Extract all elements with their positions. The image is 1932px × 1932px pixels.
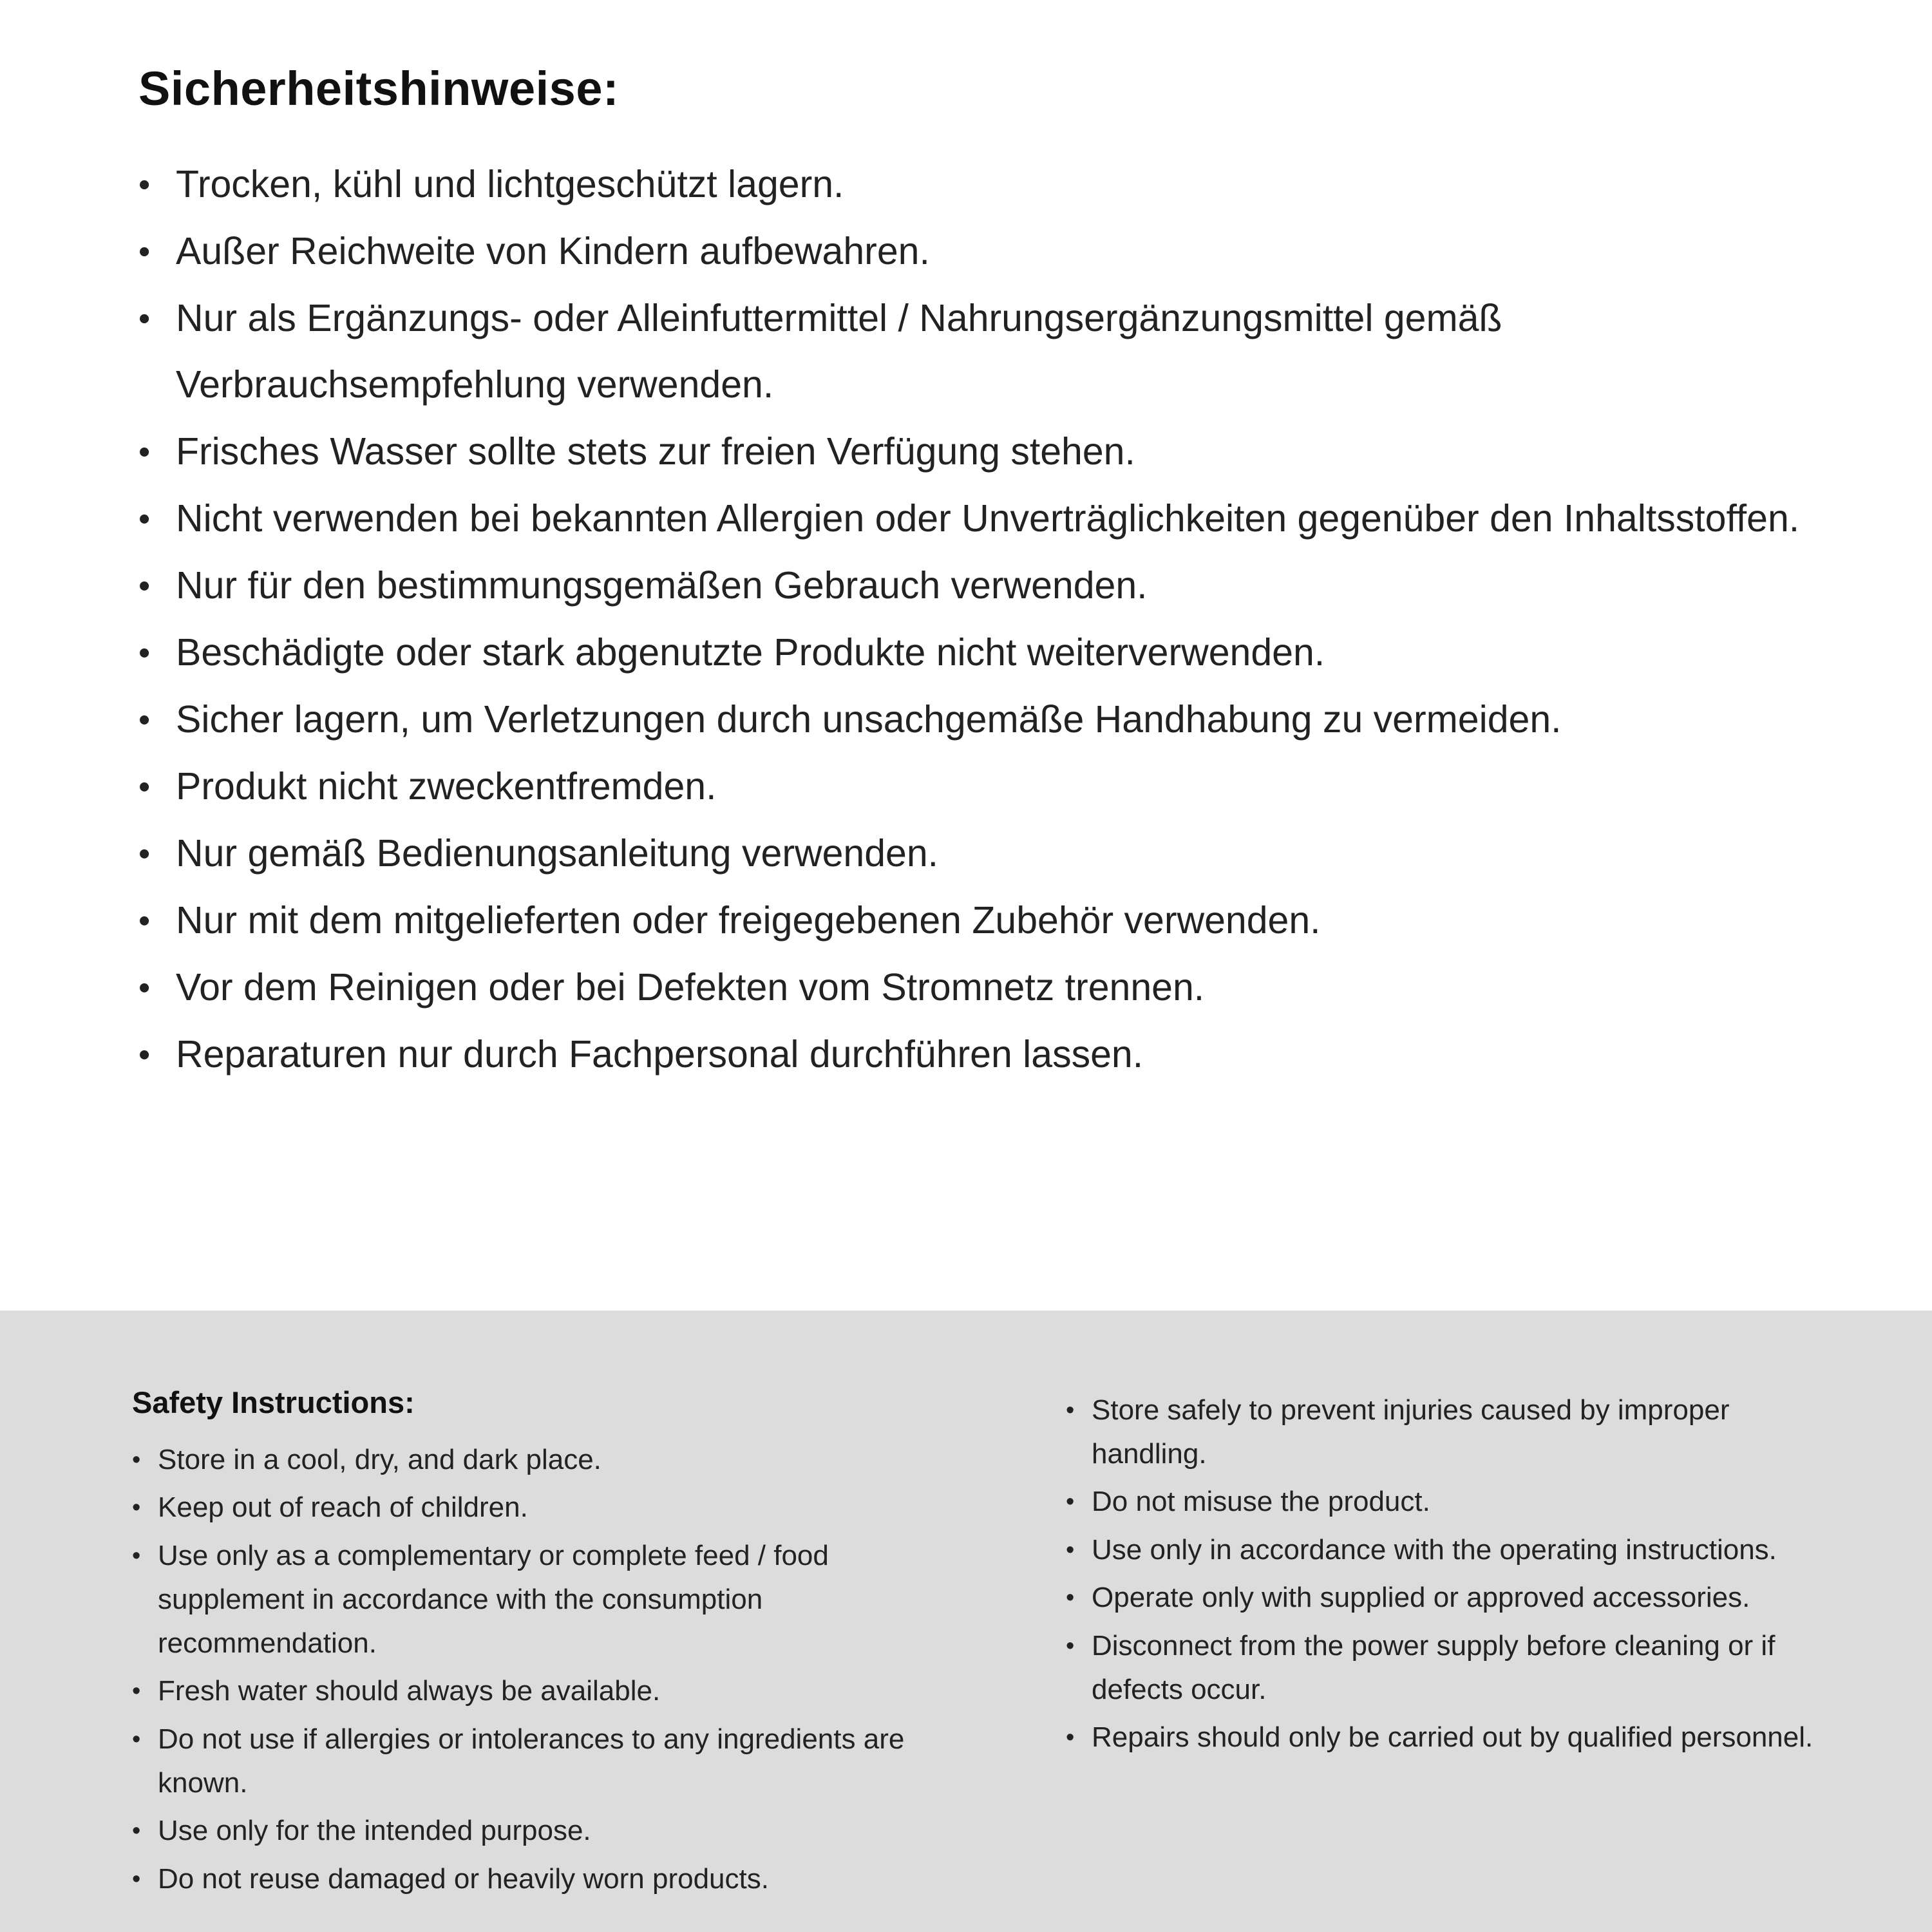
list-item — [1066, 1624, 1835, 1712]
bullet-icon: • — [138, 835, 151, 873]
english-left-column — [132, 1385, 1027, 1905]
list-item — [1066, 1388, 1835, 1476]
bullet-icon: • — [138, 567, 151, 605]
list-item-text: Nicht verwenden bei bekannten Allergien oder Unverträglichkeiten gegenüber den Inhaltsstoffen. — [176, 497, 1800, 540]
list-item — [138, 553, 1813, 620]
german-instructions-list — [138, 151, 1813, 1088]
list-item — [138, 486, 1813, 553]
list-item-text: Nur für den bestimmungsgemäßen Gebrauch verwenden. — [176, 564, 1148, 607]
list-item — [132, 1857, 1027, 1901]
list-item — [138, 151, 1813, 218]
list-item-text: Store safely to prevent injuries caused by improper handling. — [1092, 1394, 1730, 1470]
bullet-icon: • — [132, 1865, 141, 1893]
bullet-icon: • — [132, 1678, 141, 1705]
list-item — [138, 820, 1813, 887]
bullet-icon: • — [138, 233, 151, 270]
bullet-icon: • — [1066, 1536, 1075, 1564]
bullet-icon: • — [138, 902, 151, 940]
list-item — [1066, 1716, 1835, 1759]
list-item — [138, 753, 1813, 820]
list-item-text: Sicher lagern, um Verletzungen durch unsachgemäße Handhabung zu vermeiden. — [176, 697, 1562, 741]
list-item-text: Nur als Ergänzungs- oder Alleinfuttermittel / Nahrungsergänzungsmittel gemäß Verbrauchsempfehlung verwenden. — [176, 297, 1502, 406]
bullet-icon: • — [132, 1446, 141, 1473]
english-right-column — [1066, 1385, 1835, 1905]
list-item — [132, 1669, 1027, 1713]
list-item — [132, 1809, 1027, 1853]
list-item — [138, 419, 1813, 486]
bullet-icon: • — [1066, 1397, 1075, 1424]
list-item-text: Außer Reichweite von Kindern aufbewahren. — [176, 230, 930, 272]
bullet-icon: • — [138, 768, 151, 806]
list-item-text: Nur gemäß Bedienungsanleitung verwenden. — [176, 831, 939, 875]
bullet-icon: • — [138, 634, 151, 672]
bullet-icon: • — [132, 1542, 141, 1569]
list-item — [138, 887, 1813, 954]
list-item-text: Produkt nicht zweckentfremden. — [176, 764, 717, 808]
english-safety-section — [0, 1311, 1932, 1932]
bullet-icon: • — [1066, 1723, 1075, 1751]
bullet-icon: • — [138, 500, 151, 538]
list-item-text: Disconnect from the power supply before cleaning or if defects occur. — [1092, 1629, 1776, 1705]
bullet-icon: • — [1066, 1584, 1075, 1612]
list-item-text: Use only as a complementary or complete feed / food supplement in accordance with the consumption recommendation. — [158, 1539, 829, 1660]
list-item-text: Fresh water should always be available. — [158, 1675, 661, 1707]
list-item — [1066, 1528, 1835, 1572]
list-item-text: Nur mit dem mitgelieferten oder freigegebenen Zubehör verwenden. — [176, 898, 1321, 942]
list-item — [138, 687, 1813, 753]
list-item-text: Keep out of reach of children. — [158, 1492, 528, 1524]
bullet-icon: • — [138, 300, 151, 337]
bullet-icon: • — [138, 1036, 151, 1074]
list-item-text: Reparaturen nur durch Fachpersonal durchführen lassen. — [176, 1032, 1144, 1075]
bullet-icon: • — [138, 166, 151, 204]
list-item-text: Beschädigte oder stark abgenutzte Produkte nicht weiterverwenden. — [176, 630, 1325, 674]
list-item-text: Do not use if allergies or intolerances to any ingredients are known. — [158, 1723, 905, 1799]
german-section-title: Sicherheitshinweise: — [138, 62, 620, 115]
list-item — [1066, 1576, 1835, 1620]
list-item — [138, 218, 1813, 285]
bullet-icon: • — [132, 1494, 141, 1522]
bullet-icon: • — [138, 969, 151, 1007]
list-item — [138, 285, 1813, 419]
bullet-icon: • — [1066, 1632, 1075, 1660]
list-item-text: Vor dem Reinigen oder bei Defekten vom Stromnetz trennen. — [176, 965, 1205, 1009]
english-left-list — [132, 1438, 1027, 1901]
bullet-icon: • — [138, 701, 151, 739]
list-item — [132, 1486, 1027, 1530]
list-item — [132, 1534, 1027, 1666]
list-item-text: Store in a cool, dry, and dark place. — [158, 1444, 601, 1475]
bullet-icon: • — [132, 1725, 141, 1753]
list-item-text: Do not misuse the product. — [1092, 1486, 1430, 1518]
list-item — [132, 1718, 1027, 1805]
list-item-text: Trocken, kühl und lichtgeschützt lagern. — [176, 163, 844, 205]
bullet-icon: • — [132, 1817, 141, 1845]
english-right-list — [1066, 1388, 1835, 1759]
list-item-text: Use only for the intended purpose. — [158, 1815, 591, 1847]
list-item — [132, 1438, 1027, 1482]
english-section-title: Safety Instructions: — [132, 1385, 415, 1419]
bullet-icon: • — [138, 433, 151, 471]
list-item — [138, 954, 1813, 1021]
list-item — [138, 620, 1813, 687]
list-item-text: Repairs should only be carried out by qualified personnel. — [1092, 1721, 1814, 1753]
list-item-text: Do not reuse damaged or heavily worn products. — [158, 1862, 769, 1895]
bullet-icon: • — [1066, 1488, 1075, 1516]
list-item-text: Frisches Wasser sollte stets zur freien Verfügung stehen. — [176, 430, 1135, 473]
list-item — [138, 1021, 1813, 1088]
list-item-text: Operate only with supplied or approved accessories. — [1092, 1582, 1750, 1614]
list-item-text: Use only in accordance with the operating instructions. — [1092, 1533, 1777, 1566]
list-item — [1066, 1480, 1835, 1524]
